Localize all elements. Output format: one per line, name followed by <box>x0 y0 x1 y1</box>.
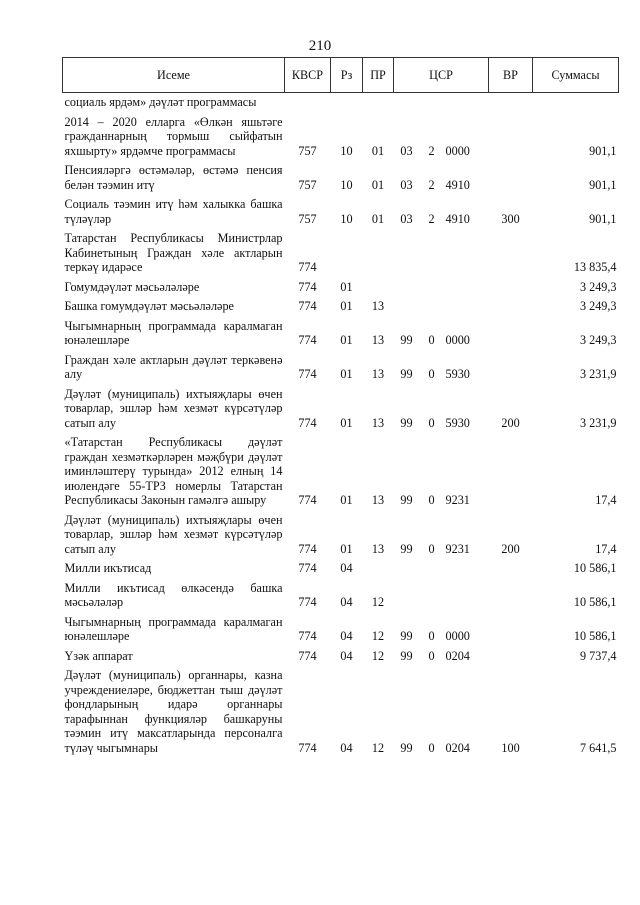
row-csr-program: 99 <box>400 367 413 381</box>
row-kvsr: 774 <box>298 561 317 575</box>
row-pr <box>363 278 394 298</box>
row-sum: 10 586,1 <box>573 561 617 575</box>
row-csr-direction: 0000 <box>445 333 470 347</box>
row-csr-program <box>394 278 420 298</box>
row-rz: 01 <box>340 299 353 313</box>
row-rz: 01 <box>340 279 353 294</box>
row-sum: 10 586,1 <box>573 595 617 609</box>
row-csr-subprogram <box>420 559 444 579</box>
row-vr: 200 <box>501 415 520 430</box>
row-csr-subprogram <box>420 278 444 298</box>
row-csr-program: 99 <box>400 740 413 755</box>
row-csr-program <box>394 229 420 278</box>
row-name: Пенсияләргә өстәмәләр, өстәмә пенсия белән тәэмин итү <box>64 163 283 192</box>
row-vr <box>489 647 533 667</box>
row-rz: 10 <box>340 211 353 226</box>
row-vr <box>489 559 533 579</box>
row-sum: 3 249,3 <box>579 333 617 347</box>
header-csr: ЦСР <box>394 58 489 93</box>
row-kvsr: 774 <box>298 333 317 347</box>
row-csr-subprogram: 0 <box>428 333 435 347</box>
row-csr-subprogram <box>420 579 444 613</box>
header-pr: ПР <box>363 58 394 93</box>
row-pr: 12 <box>371 595 385 609</box>
row-rz: 01 <box>340 415 353 430</box>
row-rz: 01 <box>340 493 353 507</box>
row-name: Милли икътисад <box>64 561 152 575</box>
row-csr-direction: 9231 <box>445 493 470 507</box>
row-sum: 17,4 <box>595 493 617 507</box>
row-sum: 901,1 <box>589 177 617 192</box>
row-rz <box>331 93 363 113</box>
row-sum: 10 586,1 <box>573 629 617 643</box>
table-row <box>63 93 619 113</box>
row-name: Дәүләт (муниципаль) ихтыяҗлары өчен товарлар, эшләр һәм хезмәт күрсәтүләр сатып алу <box>64 386 283 430</box>
row-csr-program: 99 <box>400 648 413 663</box>
row-csr-direction: 9231 <box>445 541 470 556</box>
row-kvsr: 774 <box>298 648 317 663</box>
row-vr: 200 <box>501 541 520 556</box>
row-rz: 04 <box>340 740 353 755</box>
table-row <box>63 647 619 667</box>
row-csr-program: 03 <box>400 177 413 192</box>
row-vr <box>489 433 533 511</box>
header-kvsr: КВСР <box>285 58 331 93</box>
row-csr-subprogram: 0 <box>428 648 435 663</box>
row-name: Граждан хәле актларын дәүләт теркәвенә алу <box>64 352 283 381</box>
row-csr-program <box>394 559 420 579</box>
row-kvsr: 774 <box>298 279 317 294</box>
row-csr-direction: 4910 <box>445 211 470 226</box>
row-csr-subprogram: 0 <box>428 541 435 556</box>
row-kvsr: 774 <box>298 541 317 556</box>
row-csr-subprogram <box>420 93 444 113</box>
row-kvsr: 774 <box>298 299 317 313</box>
row-pr: 01 <box>371 211 385 226</box>
row-pr: 12 <box>371 740 385 755</box>
row-name: социаль ярдәм» дәүләт программасы <box>64 95 257 109</box>
row-name: Чыгымнарның программада каралмаган юнәлешләре <box>64 318 283 347</box>
row-csr-direction: 4910 <box>445 177 470 192</box>
row-csr-program <box>394 297 420 317</box>
row-name: «Татарстан Республикасы дәүләт граждан хезмәткәрләрен мәҗбүри дәүләт иминләштерү турында» 2012 елның 14 июлендәге 55-ТРЗ номерлы Татарстан Республикасы Законын гамәлгә ашыру <box>64 435 283 507</box>
row-name: Гомумдәүләт мәсьәләләре <box>64 279 200 294</box>
row-name: Дәүләт (муниципаль) органнары, казна учреждениеләре, бюджеттан тыш дәүләт фондларының идарә органнары тарафыннан функцияләр башкаруны тәэмин итү максатларында персоналга түләү чыгымнары <box>64 668 283 755</box>
row-csr-program <box>394 579 420 613</box>
row-pr: 13 <box>371 367 385 381</box>
row-rz: 04 <box>340 561 353 575</box>
table-row <box>63 385 619 434</box>
table-row <box>63 113 619 162</box>
row-csr-direction: 5930 <box>445 367 470 381</box>
row-csr-subprogram: 0 <box>428 629 435 643</box>
row-name: Үзәк аппарат <box>64 648 133 663</box>
row-kvsr: 774 <box>298 415 317 430</box>
row-csr-program: 99 <box>400 629 413 643</box>
row-csr-program: 99 <box>400 333 413 347</box>
row-rz: 10 <box>340 177 353 192</box>
table-row <box>63 433 619 511</box>
row-csr-program: 03 <box>400 143 413 158</box>
row-name: Чыгымнарның программада каралмаган юнәлешләре <box>64 614 283 643</box>
table-row <box>63 195 619 229</box>
row-name: Татарстан Республикасы Министрлар Кабинетының Граждан хәле актларын теркәү идарәсе <box>64 231 283 274</box>
row-sum: 901,1 <box>589 143 617 158</box>
row-csr-direction: 5930 <box>445 415 470 430</box>
header-name: Исеме <box>63 58 285 93</box>
row-kvsr: 757 <box>298 177 317 192</box>
row-sum: 3 249,3 <box>579 279 617 294</box>
table-row <box>63 278 619 298</box>
row-sum: 7 641,5 <box>579 740 617 755</box>
table-row <box>63 161 619 195</box>
row-kvsr: 774 <box>298 595 317 609</box>
row-kvsr <box>285 93 331 113</box>
row-csr-direction: 0204 <box>445 740 470 755</box>
row-rz: 10 <box>340 143 353 158</box>
table-row <box>63 229 619 278</box>
header-rz: Рз <box>331 58 363 93</box>
row-vr <box>489 579 533 613</box>
table-row <box>63 297 619 317</box>
row-kvsr: 774 <box>298 629 317 643</box>
row-csr-program <box>394 93 420 113</box>
row-sum: 901,1 <box>589 211 617 226</box>
row-vr <box>489 161 533 195</box>
row-rz: 04 <box>340 648 353 663</box>
row-pr <box>363 559 394 579</box>
row-kvsr: 757 <box>298 143 317 158</box>
row-kvsr: 774 <box>298 367 317 381</box>
row-rz: 04 <box>340 595 353 609</box>
row-pr: 13 <box>371 299 385 313</box>
table-row <box>63 351 619 385</box>
row-name: Социаль тәэмин итү һәм халыкка башка түләүләр <box>64 197 283 226</box>
row-sum: 9 737,4 <box>579 648 617 663</box>
row-csr-program: 99 <box>400 415 413 430</box>
row-pr: 13 <box>371 333 385 347</box>
row-rz: 01 <box>340 541 353 556</box>
row-vr: 100 <box>501 740 520 755</box>
row-name: 2014 – 2020 елларга «Өлкән яшьтәге гражданнарның тормыш сыйфатын яхшырту» ярдәмче программасы <box>64 114 283 158</box>
row-csr-program: 03 <box>400 211 413 226</box>
row-vr <box>489 229 533 278</box>
row-vr <box>489 351 533 385</box>
row-csr-subprogram: 2 <box>428 177 435 192</box>
row-pr: 13 <box>371 415 385 430</box>
row-rz: 01 <box>340 367 353 381</box>
row-csr-direction <box>444 579 489 613</box>
row-csr-direction <box>444 278 489 298</box>
row-sum: 3 231,9 <box>579 367 617 381</box>
table-row <box>63 559 619 579</box>
table-row <box>63 579 619 613</box>
row-vr <box>489 613 533 647</box>
row-csr-direction: 0204 <box>445 648 470 663</box>
row-name: Милли икътисад өлкәсендә башка мәсьәләләр <box>64 580 283 609</box>
row-pr: 01 <box>371 177 385 192</box>
row-pr: 12 <box>371 629 385 643</box>
row-pr: 01 <box>371 143 385 158</box>
row-csr-direction <box>444 93 489 113</box>
row-csr-direction <box>444 297 489 317</box>
row-sum <box>533 93 619 113</box>
row-kvsr: 774 <box>298 740 317 755</box>
row-vr <box>489 317 533 351</box>
row-csr-direction: 0000 <box>445 629 470 643</box>
row-csr-subprogram: 2 <box>428 143 435 158</box>
row-rz: 01 <box>340 333 353 347</box>
row-csr-subprogram: 0 <box>428 367 435 381</box>
row-csr-direction <box>444 559 489 579</box>
row-kvsr: 774 <box>298 260 317 274</box>
table-header-row <box>63 58 619 93</box>
row-kvsr: 774 <box>298 493 317 507</box>
row-name: Дәүләт (муниципаль) ихтыяҗлары өчен товарлар, эшләр һәм хезмәт күрсәтүләр сатып алу <box>64 512 283 556</box>
row-vr <box>489 278 533 298</box>
row-vr: 300 <box>501 211 520 226</box>
row-csr-direction: 0000 <box>445 143 470 158</box>
row-csr-program: 99 <box>400 493 413 507</box>
row-sum: 3 231,9 <box>579 415 617 430</box>
row-vr <box>489 113 533 162</box>
row-name: Башка гомумдәүләт мәсьәләләре <box>64 299 234 313</box>
row-kvsr: 757 <box>298 211 317 226</box>
row-pr <box>363 229 394 278</box>
page-number: 210 <box>308 38 332 54</box>
row-csr-subprogram: 0 <box>428 415 435 430</box>
row-csr-subprogram <box>420 229 444 278</box>
row-csr-program: 99 <box>400 541 413 556</box>
row-csr-subprogram: 2 <box>428 211 435 226</box>
table-row <box>63 613 619 647</box>
row-sum: 3 249,3 <box>579 299 617 313</box>
row-csr-subprogram: 0 <box>428 493 435 507</box>
row-pr <box>363 93 394 113</box>
row-vr <box>489 297 533 317</box>
row-vr <box>489 93 533 113</box>
row-sum: 17,4 <box>595 541 617 556</box>
row-pr: 13 <box>371 541 385 556</box>
row-sum: 13 835,4 <box>573 260 617 274</box>
table-row <box>63 317 619 351</box>
row-csr-subprogram: 0 <box>428 740 435 755</box>
row-csr-subprogram <box>420 297 444 317</box>
row-csr-direction <box>444 229 489 278</box>
row-pr: 12 <box>371 648 385 663</box>
table-row <box>63 511 619 560</box>
budget-table <box>62 57 619 758</box>
table-row <box>63 666 619 758</box>
row-rz: 04 <box>340 629 353 643</box>
row-rz <box>331 229 363 278</box>
header-vr: ВР <box>489 58 533 93</box>
row-pr: 13 <box>371 493 385 507</box>
header-sum: Суммасы <box>533 58 619 93</box>
